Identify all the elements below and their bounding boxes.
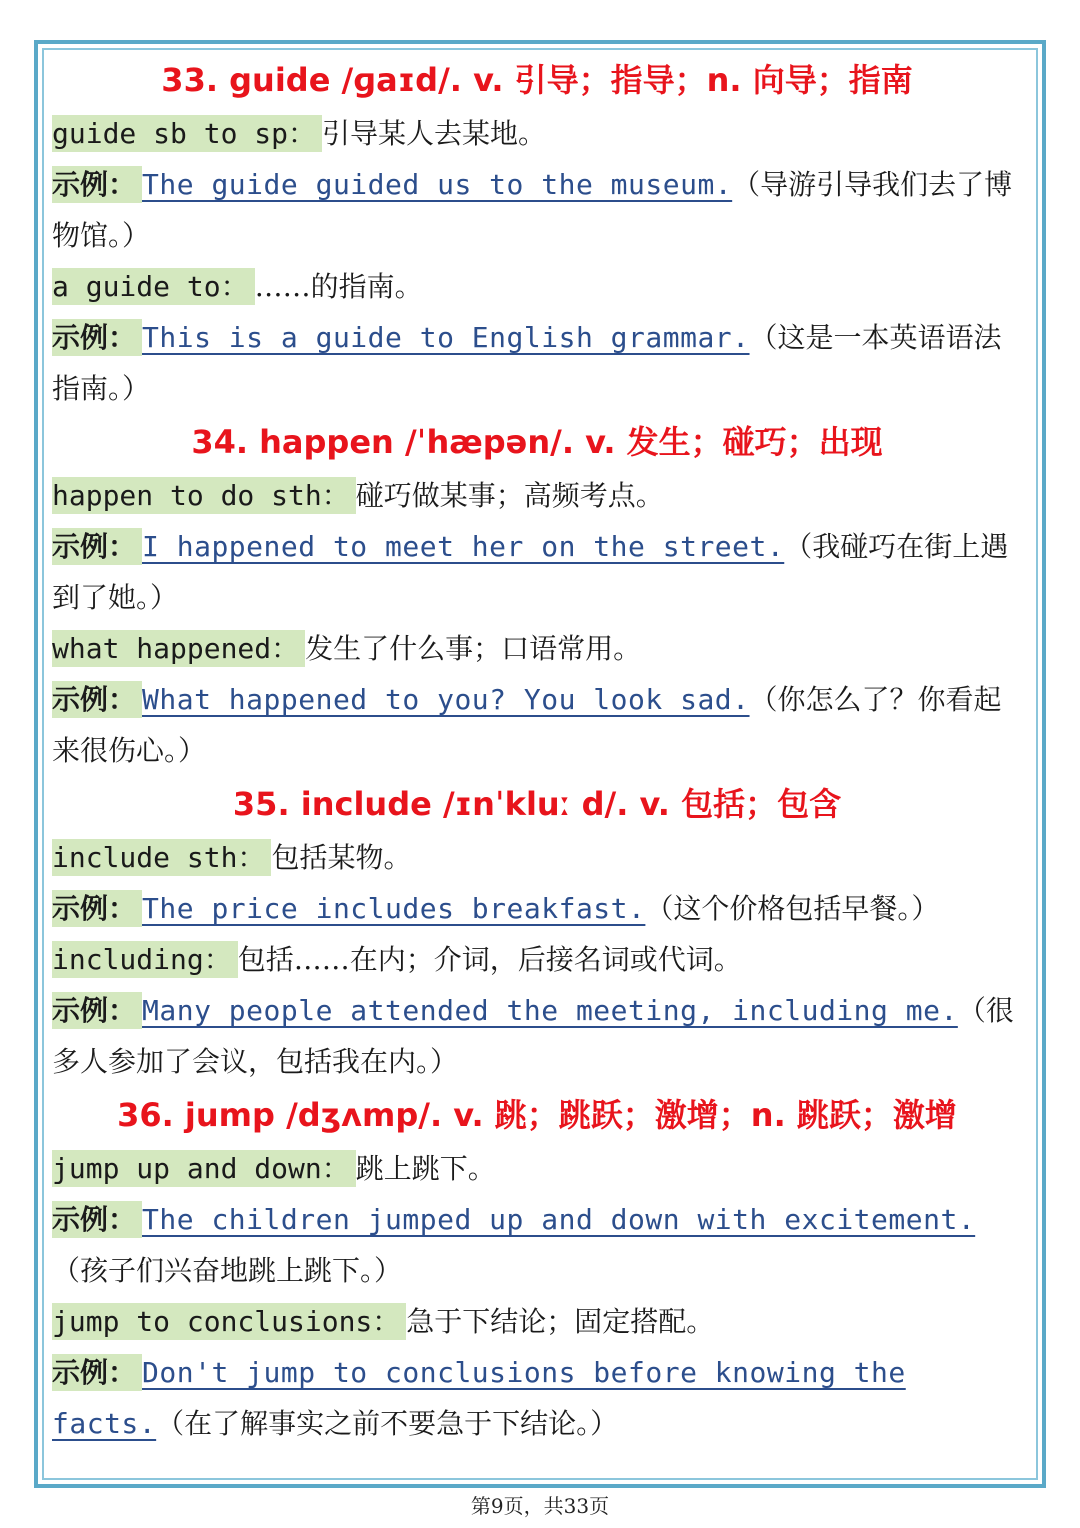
example-sentence: Many people attended the meeting, including me. [142,994,958,1027]
example-row [52,883,1022,934]
example-row [52,1194,1022,1296]
example-label: 示例： [52,319,142,356]
example-sentence: What happened to you? You look sad. [142,683,750,716]
example-row [52,674,1022,776]
phrase-meaning: 发生了什么事；口语常用。 [305,632,642,665]
example-translation: （在了解事实之前不要急于下结论。） [156,1407,619,1440]
example-label: 示例： [52,992,142,1029]
entry-heading-jump: 36. jump /dʒʌmp/. v. 跳；跳跃；激增；n. 跳跃；激增 [117,1096,957,1134]
phrase-meaning: 包括某物。 [271,841,412,874]
phrase-row [52,1143,1022,1194]
entry-heading-include: 35. include /ɪnˈkluː d/. v. 包括；包含 [232,785,842,823]
example-label: 示例： [52,1354,142,1391]
entry-heading-guide: 33. guide /ɡaɪd/. v. 引导；指导；n. 向导；指南 [161,61,913,99]
example-label: 示例： [52,681,142,718]
example-row [52,1347,1022,1449]
phrase-term: jump up and down： [52,1150,356,1187]
example-row [52,985,1022,1087]
example-sentence: Don't jump to conclusions before knowing the facts. [52,1356,906,1440]
example-row [52,312,1022,414]
phrase-term: a guide to： [52,268,255,305]
example-translation: （这个价格包括早餐。） [645,892,940,925]
phrase-meaning: ……的指南。 [254,270,423,303]
phrase-row [52,1296,1022,1347]
example-row [52,521,1022,623]
phrase-term: what happened： [52,630,305,667]
phrase-row [52,623,1022,674]
phrase-meaning: 引导某人去某地。 [322,117,547,150]
phrase-meaning: 急于下结论；固定搭配。 [406,1305,715,1338]
phrase-term: jump to conclusions： [52,1303,406,1340]
phrase-term: guide sb to sp： [52,115,322,152]
example-label: 示例： [52,166,142,203]
example-translation: （你怎么了？你看起来很伤心。） [52,683,1002,767]
example-row [52,159,1022,261]
example-translation: （这是一本英语语法指南。） [52,321,1002,405]
phrase-meaning: 碰巧做某事；高频考点。 [355,479,664,512]
example-label: 示例： [52,890,142,927]
phrase-meaning: 跳上跳下。 [355,1152,496,1185]
phrase-row [52,108,1022,159]
phrase-row [52,470,1022,521]
phrase-row [52,934,1022,985]
vocab-content [52,52,1022,1449]
phrase-term: include sth： [52,839,271,876]
example-sentence: The children jumped up and down with excitement. [142,1203,976,1236]
example-label: 示例： [52,528,142,565]
example-sentence: The price includes breakfast. [142,892,646,925]
example-label: 示例： [52,1201,142,1238]
entry-heading-happen: 34. happen /ˈhæpən/. v. 发生；碰巧；出现 [191,423,883,461]
phrase-row [52,832,1022,883]
example-translation: （导游引导我们去了博物馆。） [52,168,1013,252]
example-sentence: The guide guided us to the museum. [142,168,733,201]
example-sentence: I happened to meet her on the street. [142,530,785,563]
phrase-meaning: 包括……在内；介词，后接名词或代词。 [237,943,742,976]
phrase-term: including： [52,941,238,978]
example-translation: （孩子们兴奋地跳上跳下。） [52,1254,403,1287]
example-sentence: This is a guide to English grammar. [142,321,750,354]
example-translation: （我碰巧在街上遇到了她。） [52,530,1009,614]
page-number: 第9页，共33页 [470,1494,610,1518]
phrase-term: happen to do sth： [52,477,356,514]
phrase-row [52,261,1022,312]
example-translation: （很多人参加了会议，包括我在内。） [52,994,1014,1078]
